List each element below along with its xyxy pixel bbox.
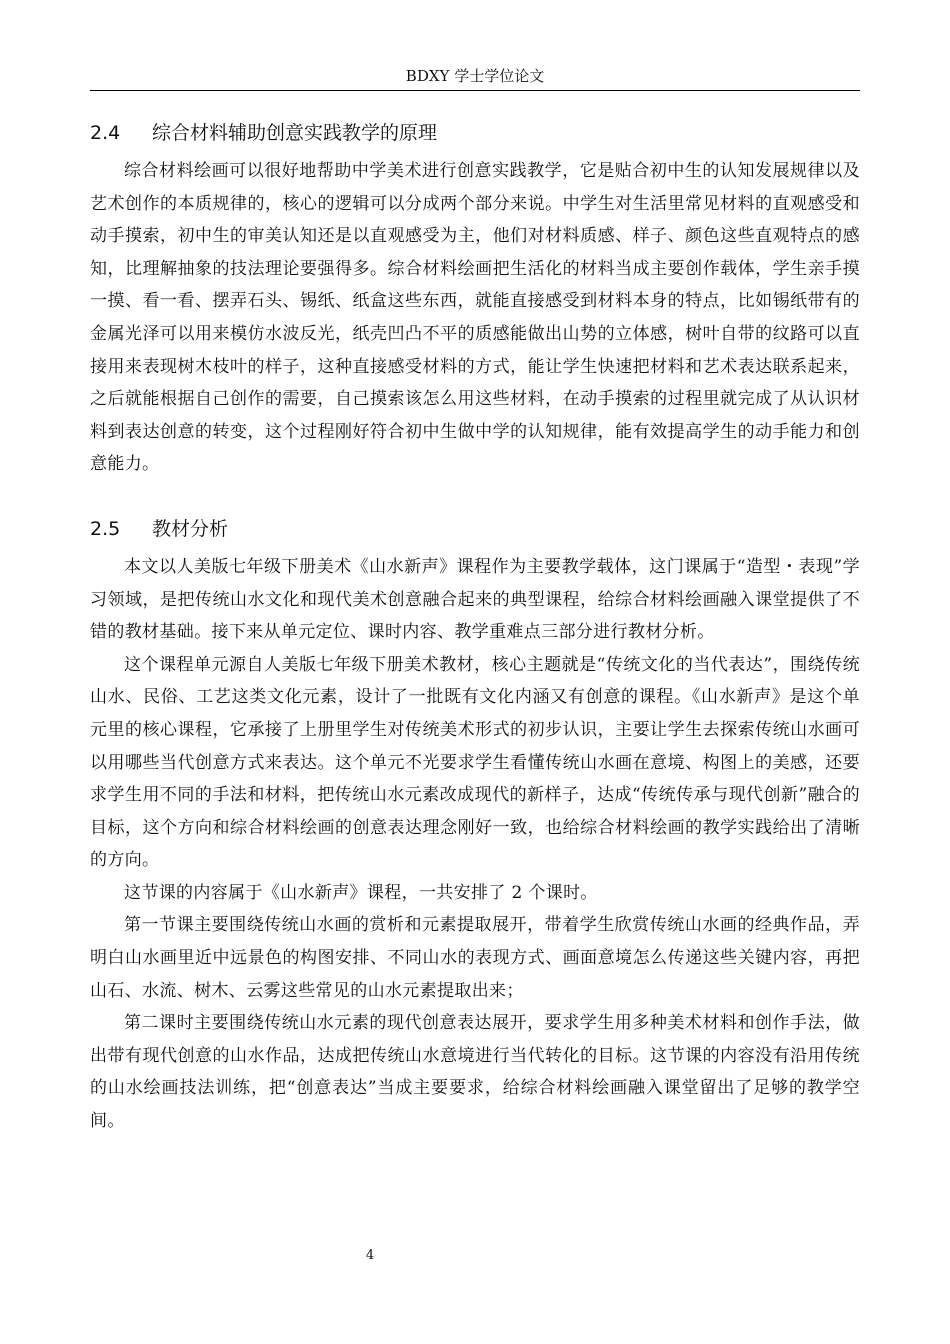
section-number: 2.4 <box>90 122 121 144</box>
section-heading-2-5 <box>90 507 860 551</box>
paragraph: 综合材料绘画可以很好地帮助中学美术进行创意实践教学，它是贴合初中生的认知发展规律以及艺术创作的本质规律的，核心的逻辑可以分成两个部分来说。中学生对生活里常见材料的直观感受和动手摸索，初中生的审美认知还是以直观感受为主，他们对材料质感、样子、颜色这些直观特点的感知，比理解抽象的技法理论要强得多。综合材料绘画把生活化的材料当成主要创作载体，学生亲手摸一摸、看一看、摆弄石头、锡纸、纸盒这些东西，就能直接感受到材料本身的特点，比如锡纸带有的金属光泽可以用来模仿水波反光，纸壳凹凸不平的质感能做出山势的立体感，树叶自带的纹路可以直接用来表现树木枝叶的样子，这种直接感受材料的方式，能让学生快速把材料和艺术表达联系起来，之后就能根据自己创作的需要，自己摸索该怎么用这些材料，在动手摸索的过程里就完成了从认识材料到表达创意的转变，这个过程刚好符合初中生做中学的认知规律，能有效提高学生的动手能力和创意能力。 <box>90 161 860 475</box>
section-title: 教材分析 <box>152 517 229 540</box>
section-number: 2.5 <box>90 517 121 540</box>
paragraph: 这个课程单元源自人美版七年级下册美术教材，核心主题就是“传统文化的当代表达”，围绕传统山水、民俗、工艺这类文化元素，设计了一批既有文化内涵又有创意的课程。《山水新声》是这个单元里的核心课程，它承接了上册里学生对传统美术形式的初步认识，主要让学生去探索传统山水画可以用哪些当代创意方式来表达。这个单元不光要求学生看懂传统山水画在意境、构图上的美感，还要求学生用不同的手法和材料，把传统山水元素改成现代的新样子，达成“传统传承与现代创新”融合的目标，这个方向和综合材料绘画的创意表达理念刚好一致，也给综合材料绘画的教学实践给出了清晰的方向。 <box>90 654 860 871</box>
section-heading-2-4 <box>90 111 860 155</box>
paragraph: 本文以人美版七年级下册美术《山水新声》课程作为主要教学载体，这门课属于“造型・表现”学习领域，是把传统山水文化和现代美术创意融合起来的典型课程，给综合材料绘画融入课堂提供了不错的教材基础。接下来从单元定位、课时内容、教学重难点三部分进行教材分析。 <box>90 556 860 643</box>
paragraph: 第二课时主要围绕传统山水元素的现代创意表达展开，要求学生用多种美术材料和创作手法，做出带有现代创意的山水作品，达成把传统山水意境进行当代转化的目标。这节课的内容没有沿用传统的山水绘画技法训练，把“创意表达”当成主要要求，给综合材料绘画融入课堂留出了足够的教学空间。 <box>90 1013 860 1132</box>
paragraph: 第一节课主要围绕传统山水画的赏析和元素提取展开，带着学生欣赏传统山水画的经典作品，弄明白山水画里近中远景色的构图安排、不同山水的表现方式、画面意境怎么传递这些关键内容，再把山石、水流、树木、云雾这些常见的山水元素提取出来； <box>90 915 860 1001</box>
paragraph: 这节课的内容属于《山水新声》课程，一共安排了 2 个课时。 <box>124 882 598 903</box>
running-header: BDXY 学士学位论文 <box>405 67 545 85</box>
header-rule <box>90 90 860 91</box>
page-content <box>90 111 860 1138</box>
section-title: 综合材料辅助创意实践教学的原理 <box>152 122 438 144</box>
page-number: 4 <box>365 1248 375 1263</box>
